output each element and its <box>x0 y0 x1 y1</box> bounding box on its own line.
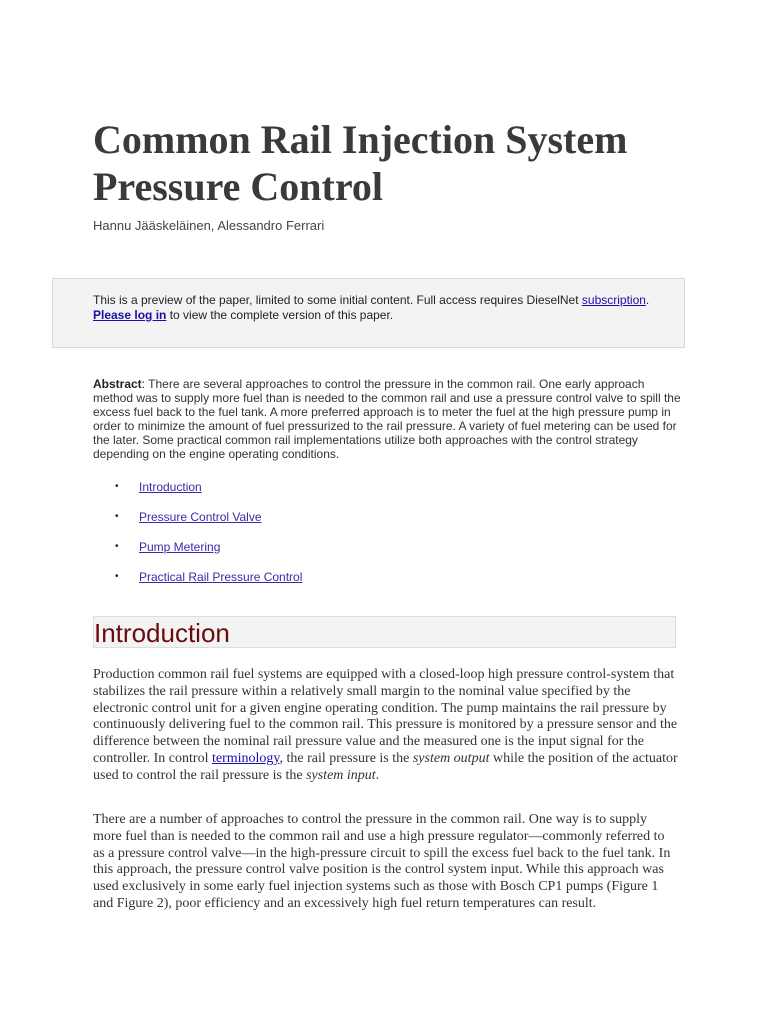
intro-paragraph-2: There are a number of approaches to control the pressure in the common rail. One way is to supply more fuel than is needed to the common rail and use a high pressure regulator—commonly referred to as a pressure control valve—in the high-pressure circuit to spill the excess fuel back to the fuel tank. In this approach, the pressure control valve position is the control system input. While this approach was used exclusively in some early fuel injection systems such as those with Bosch CP1 pumps (Figure 1 and Figure 2), poor efficiency and an excessively high fuel return temperatures can result. <box>93 812 671 911</box>
subscription-link[interactable]: subscription <box>581 293 646 307</box>
notice-login-text: to view the complete version of this paper. <box>166 308 394 322</box>
bullet-icon: • <box>115 511 119 522</box>
section-heading-introduction: Introduction <box>93 616 676 648</box>
paragraph-text: , the rail pressure is the <box>279 750 413 766</box>
toc-item <box>93 569 302 599</box>
authors: Hannu Jääskeläinen, Alessandro Ferrari <box>93 218 325 233</box>
page-title: Common Rail Injection System Pressure Control <box>93 117 628 209</box>
notice-text: This is a preview of the paper, limited to some initial content. Full access requires DieselNet <box>93 293 582 307</box>
abstract <box>93 377 683 461</box>
terminology-link[interactable]: terminology <box>211 750 280 766</box>
login-link[interactable]: Please log in <box>93 308 167 322</box>
table-of-contents <box>93 479 302 599</box>
toc-link-pump-metering[interactable]: Pump Metering <box>139 540 221 554</box>
toc-link-practical-rail-pressure-control[interactable]: Practical Rail Pressure Control <box>139 570 303 584</box>
notice-text-end: . <box>645 293 650 307</box>
toc-link-pressure-control-valve[interactable]: Pressure Control Valve <box>139 510 262 524</box>
toc-item <box>93 539 302 569</box>
bullet-icon: • <box>115 541 119 552</box>
bullet-icon: • <box>115 571 119 582</box>
abstract-label: Abstract <box>93 377 142 391</box>
intro-paragraph-1 <box>93 667 678 785</box>
paragraph-text: Production common rail fuel systems are equipped with a closed-loop high pressure control-system that stabilizes the rail pressure within a relatively small margin to the nominal value specified by the electronic control unit for a given engine operating condition. The pump maintains the rail pressure by continuously delivering fuel to the common rail. This pressure is monitored by a pressure sensor and the difference between the nominal rail pressure value and the measured one is the input signal for the controller. In control <box>93 667 678 766</box>
preview-notice <box>52 278 685 348</box>
toc-link-introduction[interactable]: Introduction <box>139 480 202 494</box>
paragraph-text: while the position of the actuator used to control the rail pressure is the <box>93 750 678 783</box>
emphasis-system-output: system output <box>412 750 490 766</box>
abstract-text: : There are several approaches to control the pressure in the common rail. One early approach method was to supply more fuel than is needed to the common rail and use a pressure control valve to spill the excess fuel back to the fuel tank. A more preferred approach is to meter the fuel at the high pressure pump in order to minimize the amount of fuel pressurized to the rail pressure. A variety of fuel metering can be used for the later. Some practical common rail implementations utilize both approaches with the control strategy depending on the engine operating conditions. <box>93 377 681 461</box>
paragraph-text: . <box>375 767 380 783</box>
toc-item <box>93 509 302 539</box>
bullet-icon: • <box>115 481 119 492</box>
toc-item <box>93 479 302 509</box>
emphasis-system-input: system input <box>306 767 376 783</box>
